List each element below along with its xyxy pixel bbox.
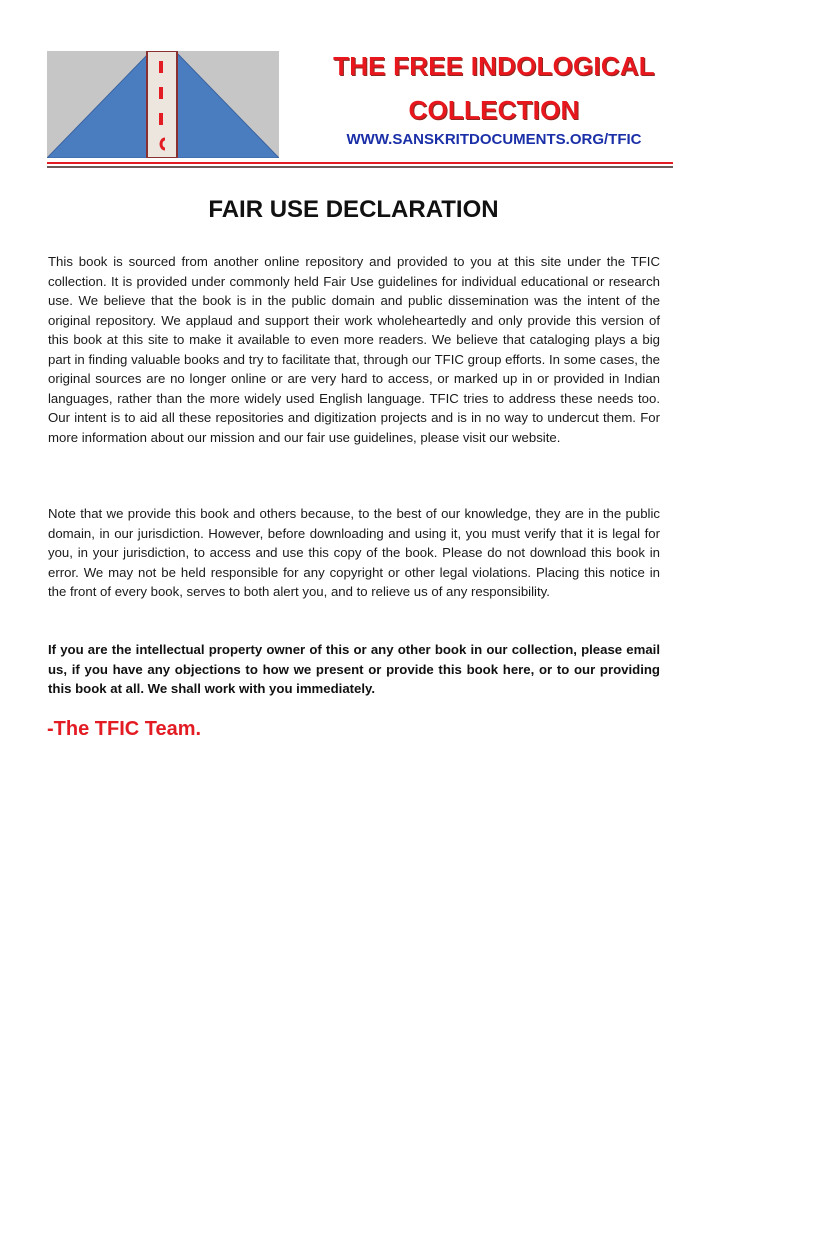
collection-url[interactable]: WWW.SANSKRITDOCUMENTS.ORG/TFIC (346, 131, 642, 148)
header-divider-red (47, 162, 673, 164)
tfic-logo-graphic (47, 51, 279, 158)
owner-contact-paragraph: If you are the intellectual property owner of this or any other book in our collection, please email us, if you have any objections to how we present or provide this book here, or to our providing this book at all. We shall work with you immediately. (48, 642, 660, 696)
jurisdiction-paragraph: Note that we provide this book and others because, to the best of our knowledge, they are in the public domain, in our jurisdiction. However, before downloading and using it, you must verify that it is legal for you, in your jurisdiction, to access and use this copy of the book. Please do not download this book in error. We may not be held responsible for any copyright or other legal violations. Placing this notice in the front of every book, serves to both alert you, and to relieve us of any responsibility. (48, 506, 660, 599)
fair-use-paragraph: This book is sourced from another online repository and provided to you at this site under the TFIC collection. It is provided under commonly held Fair Use guidelines for individual educational or research use. We believe that the book is in the public domain and public dissemination was the intent of the original repository. We applaud and support their work wholeheartedly and only provide this version of this book at this site to make it available to even more readers. We believe that cataloging plays a big part in finding valuable books and try to facilitate that, through our TFIC group efforts. In some cases, the original sources are no longer online or are very hard to access, or marked up in or provided in Indian languages, rather than the more widely used English language. TFIC tries to address these needs too. Our intent is to aid all these repositories and digitization projects and is in no way to undercut them. For more information about our mission and our fair use guidelines, please visit our website. (48, 254, 660, 445)
tfic-logo (47, 51, 279, 158)
document-title: FAIR USE DECLARATION (208, 196, 499, 223)
logo-letter-f-mark (159, 87, 163, 99)
team-signoff: -The TFIC Team. (47, 718, 202, 740)
header-divider-dark (47, 166, 673, 168)
collection-title: THE FREE INDOLOGICAL COLLECTION (333, 51, 655, 125)
logo-letter-i-mark (159, 113, 163, 125)
logo-letter-t-mark (159, 61, 163, 73)
